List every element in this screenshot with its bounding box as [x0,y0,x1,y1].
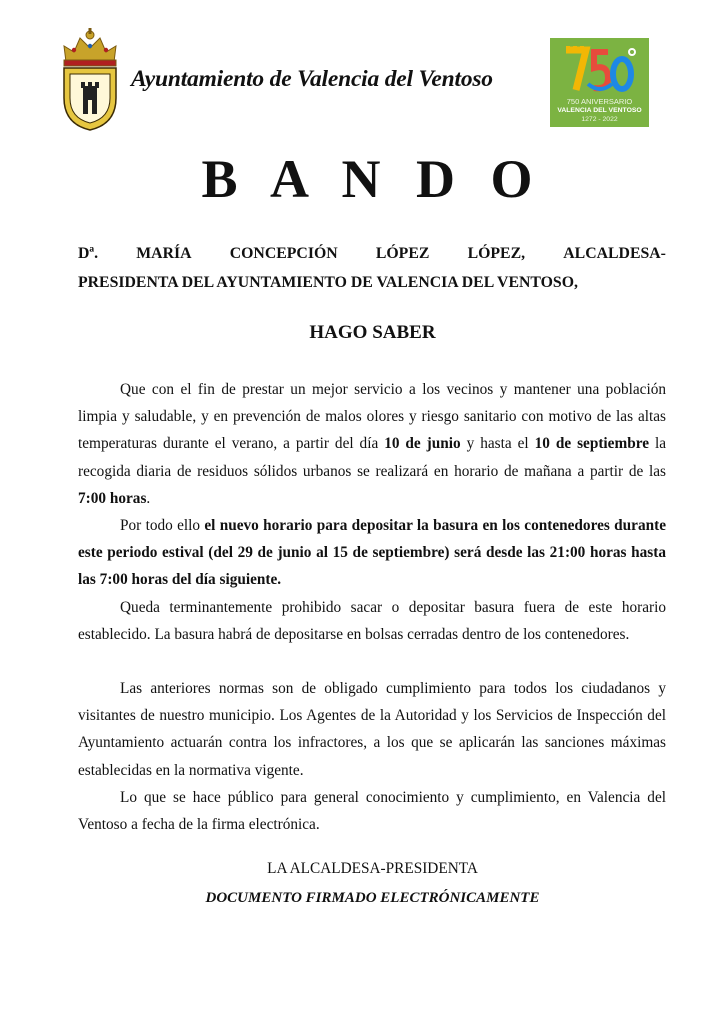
anniversary-line3: 1272 - 2022 [581,116,618,123]
mayor-line2: PRESIDENTA DEL AYUNTAMIENTO DE VALENCIA DEL VENTOSO, [78,274,578,291]
anniversary-line1: 750 ANIVERSARIO [566,97,633,106]
mayor-statement [78,239,666,297]
paragraph-publication: Lo que se hace público para general conocimiento y cumplimiento, en Valencia del Ventoso a fecha de la firma electrónica. [78,788,666,834]
mayor-word: LÓPEZ, [467,245,526,262]
paragraph-compliance: Las anteriores normas son de obligado cumplimiento para todos los ciudadanos y visitantes de nuestro municipio. Los Agentes de la Autoridad y los Servicios de Inspección del Ayuntamiento actuarán contra los infractores, a los que se aplicarán las sanciones máximas establecidas en la normativa vigente. [78,680,666,779]
coat-of-arms-logo [58,28,122,132]
mayor-word: ALCALDESA- [563,245,666,262]
mayor-word: CONCEPCIÓN [229,245,338,262]
signature-note: DOCUMENTO FIRMADO ELECTRÓNICAMENTE [205,890,540,906]
paragraph-prohibition: Queda terminantemente prohibido sacar o depositar basura fuera de este horario establecido. La basura habrá de depositarse en bolsas cerradas dentro de los contenedores. [78,598,666,643]
signature-title: LA ALCALDESA-PRESIDENTA [267,860,478,877]
anniversary-line2: VALENCIA DEL VENTOSO [557,107,642,114]
anniversary-number-graphic [564,44,636,96]
document-body [78,376,666,838]
document-heading: B A N D O [201,149,544,209]
mayor-line1 [78,239,666,268]
hago-saber-heading: HAGO SABER [309,322,436,343]
paragraph-new-hours: Por todo ello el nuevo horario para depositar la basura en los contenedores durante este periodo estival (del 29 de junio al 15 de septiembre) será desde las 21:00 horas hasta las 7:00 horas del día siguiente. [78,517,666,589]
header-title: Ayuntamiento de Valencia del Ventoso [131,66,493,92]
mayor-word: LÓPEZ [375,245,430,262]
mayor-word: MARÍA [136,245,192,262]
anniversary-logo [550,38,649,127]
mayor-word: Dª. [78,245,99,262]
paragraph-schedule: Que con el fin de prestar un mejor servicio a los vecinos y mantener una población limpia y saludable, y en prevención de malos olores y riesgo sanitario con motivo de las altas temperaturas durante el verano, a partir del día 10 de junio y hasta el 10 de septiembre la recogida diaria de residuos sólidos urbanos se realizará en horario de mañana a partir de las 7:00 horas. [78,381,666,507]
